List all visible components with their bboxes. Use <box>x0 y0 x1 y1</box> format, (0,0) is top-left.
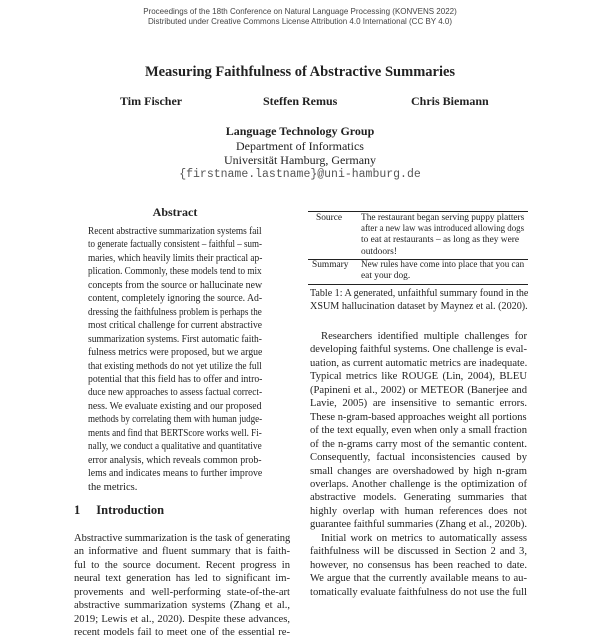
text-line: small changes are overshadowed by high n-gram <box>310 465 527 477</box>
text-line: tomatically evaluate faithfulness do not use the full <box>310 586 527 598</box>
paper-title: Measuring Faithfulness of Abstractive Summaries <box>144 64 456 80</box>
table-cell-text <box>361 260 524 282</box>
text-line: neural text generation has led to significant im- <box>74 573 290 585</box>
right-body <box>310 330 527 599</box>
text-line: of the n-grams carry most of the semantic content. <box>310 438 527 450</box>
affiliation <box>0 124 600 182</box>
table-cell-text <box>361 213 524 258</box>
text-line: 2019; Lewis et al., 2020). Despite these advances, <box>74 613 290 625</box>
paragraph <box>310 330 527 532</box>
text-line: an informative and fluent summary that is faith- <box>74 546 290 558</box>
text-line: ful to the source document. Recent progress in <box>74 559 290 571</box>
text-line: eat your dog. <box>361 271 411 282</box>
intro-body <box>74 532 290 640</box>
text-line: summarization systems. First automatic faith- <box>88 333 262 345</box>
text-line: maries, which heavily limits their practical ap- <box>88 252 263 264</box>
table-bottom-rule <box>308 284 528 285</box>
text-line: that existing methods do not yet utilize the full <box>88 360 262 372</box>
author-1: Tim Fischer <box>120 94 183 108</box>
text-line: guarantee faithful summaries (Zhang et al., 2020b). <box>310 519 527 531</box>
caption-line: Table 1: A generated, unfaithful summary found in the <box>310 288 529 299</box>
text-line: lems and indicates means to further improve <box>88 468 263 480</box>
author-3: Chris Biemann <box>411 94 489 108</box>
text-line: ments and find that BERTScore works well. Fi- <box>88 427 262 439</box>
license-line: Distributed under Creative Commons License Attribution 4.0 International (CC BY 4.0) <box>147 17 452 26</box>
text-line: fulness metrics were proposed, but we argue <box>88 347 263 359</box>
text-line: New rules have come into place that you can <box>361 260 525 270</box>
paragraph <box>310 532 527 599</box>
text-line: however, no consensus has been reached to date. <box>310 559 527 571</box>
text-line: after a new law was introduced allowing dogs <box>361 224 525 235</box>
text-line: concepts from the source or hallucinate new <box>88 279 263 291</box>
text-line: Consequently, factual inconsistencies caused by <box>310 452 527 464</box>
text-line: uation, as current automatic metrics are inadequate. <box>310 357 528 369</box>
text-line: These n-gram-based approaches weight all portions <box>310 411 527 423</box>
section-title: Introduction <box>96 503 165 517</box>
text-line: plication. Commonly, these models tend to mix <box>88 266 262 278</box>
text-line: nally, we conduct a qualitative and quantitative <box>88 441 262 453</box>
text-line: content, completely ignoring the source. Ad- <box>88 293 263 305</box>
text-line: of the text equally, even when only a small fraction <box>310 425 528 437</box>
affiliation-dept: Department of Informatics <box>236 138 364 153</box>
text-line: most critical challenge for current abstractive <box>88 320 263 332</box>
proceedings-line: Proceedings of the 18th Conference on Natural Language Processing (KONVENS 2022) <box>143 7 457 16</box>
text-line: recent models fail to meet one of the essential re- <box>74 627 290 639</box>
table-cell-label: Source <box>316 213 343 223</box>
abstract-heading: Abstract <box>152 205 198 219</box>
text-line: methods by correlating them with human judge- <box>88 414 263 426</box>
text-line: outdoors! <box>361 246 397 257</box>
text-line: highly overlap with human references does not <box>310 505 527 517</box>
text-line: to generate factually consistent – faithful – sum- <box>88 239 263 251</box>
caption-line: XSUM hallucination dataset by Maynez et al. (2020). <box>310 301 528 312</box>
text-line: duce new approaches to assess factual correct- <box>88 387 263 399</box>
table-cell-label: Summary <box>312 260 349 270</box>
text-line: Abstractive summarization is the task of generating <box>74 533 291 544</box>
text-line: ness. We evaluate existing and our proposed <box>88 400 262 412</box>
text-line: Researchers identified multiple challenges for <box>321 331 527 342</box>
author-email: {firstname.lastname}@uni-hamburg.de <box>179 167 421 181</box>
table-row-source <box>308 213 528 258</box>
section-heading <box>74 503 164 518</box>
text-line: Recent abstractive summarization systems fail <box>88 226 262 237</box>
text-line: overlaps. Another challenge is the optimization of <box>310 478 527 490</box>
affiliation-univ: Universität Hamburg, Germany <box>223 153 377 168</box>
table-row-summary <box>308 260 528 282</box>
text-line: The restaurant began serving puppy platters <box>361 213 525 223</box>
text-line: dressing the faithfulness problem is perhaps the <box>88 306 262 318</box>
text-line: developing faithful systems. One challenge is eval- <box>310 344 527 356</box>
affiliation-group: Language Technology Group <box>225 124 375 138</box>
section-number: 1 <box>74 503 81 517</box>
text-line: Typical metrics like ROUGE (Lin, 2004), BLEU <box>310 371 527 383</box>
text-line: error analysis, which reveals common prob- <box>88 454 262 466</box>
text-line: abstractive summarization systems (Zhang et al., <box>74 600 290 612</box>
author-2: Steffen Remus <box>263 94 338 108</box>
text-line: Initial work on metrics to automatically assess <box>321 532 527 544</box>
text-line: We argue that the currently available means to au- <box>310 573 527 585</box>
abstract-body <box>88 225 262 494</box>
text-line: faithfulness will be discussed in Section 2 and 3, <box>310 546 527 558</box>
text-line: Lavie, 2005) are insensitive to semantic errors. <box>310 398 527 410</box>
text-line: abstractive models. Generating summaries that <box>310 492 527 504</box>
text-line: potential that this field has to offer and intro- <box>88 373 263 385</box>
text-line: (Papineni et al., 2002) or METEOR (Banerjee and <box>310 384 527 396</box>
text-line: to eat at restaurants – as long as they were <box>361 235 520 246</box>
table-caption <box>310 287 528 313</box>
text-line: provements and well-performing state-of-the-art <box>74 586 290 598</box>
text-line: the metrics. <box>88 481 138 493</box>
